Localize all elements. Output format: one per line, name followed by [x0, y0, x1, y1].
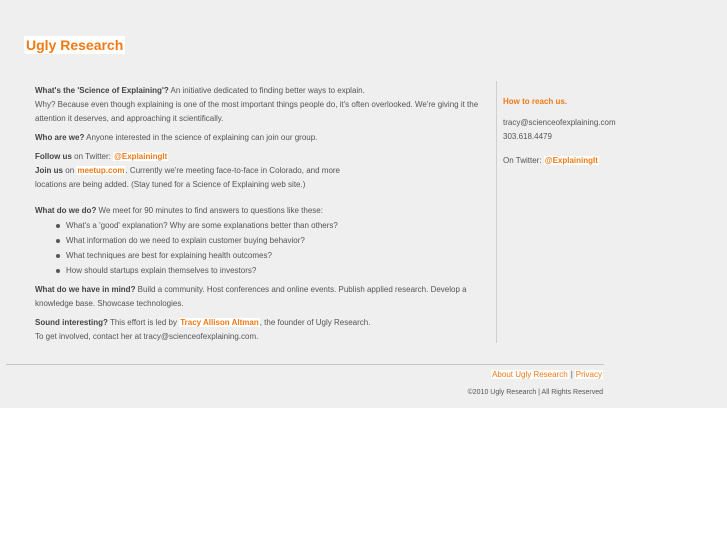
sidebar-email: tracy@scienceofexplaining.com [503, 118, 616, 127]
sidebar-twitter-link[interactable]: @ExplainingIt [544, 156, 598, 165]
intro-paragraph [35, 84, 480, 126]
do-title: What do we do? [35, 206, 97, 215]
sidebar-phone: 303.618.4479 [503, 132, 552, 141]
why-line-2: attention it deserves, and approaching it scientifically. [35, 114, 224, 123]
list-item: What's a 'good' explanation? Why are some explanations better than others? [66, 218, 480, 233]
join-title: Join us [35, 166, 64, 175]
join-text-pre: on [63, 166, 77, 175]
list-item: How should startups explain themselves to investors? [66, 263, 480, 278]
join-line-2: locations are being added. (Stay tuned for a Science of Explaining web site.) [35, 180, 306, 189]
sidebar-heading[interactable]: How to reach us. [503, 97, 568, 106]
mind-paragraph [35, 283, 480, 311]
sound-title: Sound interesting? [35, 318, 108, 327]
contact-line: To get involved, contact her at tracy@scienceofexplaining.com. [35, 332, 259, 341]
who-text: Anyone interested in the science of explaining can join our group. [84, 133, 318, 142]
sound-text-pre: This effort is led by [107, 318, 180, 327]
about-link[interactable]: About Ugly Research [492, 370, 568, 379]
why-line-1: Why? Because even though explaining is one of the most important things people do, it's often overlooked. We're giving it the [35, 100, 479, 109]
footer-divider [6, 364, 604, 365]
privacy-link[interactable]: Privacy [575, 370, 602, 379]
questions-list [35, 218, 480, 278]
follow-text: on Twitter: [71, 152, 114, 161]
list-item: What techniques are best for explaining health outcomes? [66, 248, 480, 263]
meetup-link[interactable]: meetup.com [77, 166, 125, 175]
mind-text: Build a community. Host conferences and online events. Publish applied research. Develop a [135, 285, 467, 294]
who-paragraph [35, 131, 480, 145]
site-logo[interactable]: Ugly Research [26, 37, 124, 53]
column-divider [496, 81, 497, 343]
mind-line-2: knowledge base. Showcase technologies. [35, 299, 184, 308]
sidebar-contact [503, 95, 703, 168]
mind-title: What do we have in mind? [35, 285, 136, 294]
sound-text-post: , the founder of Ugly Research. [259, 318, 371, 327]
sound-paragraph [35, 316, 480, 344]
follow-title: Follow us [35, 152, 72, 161]
who-title: Who are we? [35, 133, 85, 142]
intro-text: An initiative dedicated to finding better ways to explain. [168, 86, 365, 95]
twitter-link[interactable]: @ExplainingIt [114, 152, 168, 161]
copyright: ©2010 Ugly Research | All Rights Reserved [467, 389, 603, 396]
footer-separator: | [570, 370, 573, 379]
do-paragraph [35, 204, 480, 218]
do-text: We meet for 90 minutes to find answers to questions like these: [96, 206, 323, 215]
founder-link[interactable]: Tracy Allison Altman [180, 318, 259, 327]
intro-title: What's the 'Science of Explaining'? [35, 86, 169, 95]
main-content [35, 84, 480, 349]
list-item: What information do we need to explain customer buying behavior? [66, 233, 480, 248]
footer-links [491, 369, 603, 381]
sidebar-twitter-prefix: On Twitter: [503, 156, 544, 165]
sidebar-twitter [503, 154, 703, 168]
join-text-post: . Currently we're meeting face-to-face in Colorado, and more [125, 166, 340, 175]
follow-join-paragraph [35, 150, 480, 192]
